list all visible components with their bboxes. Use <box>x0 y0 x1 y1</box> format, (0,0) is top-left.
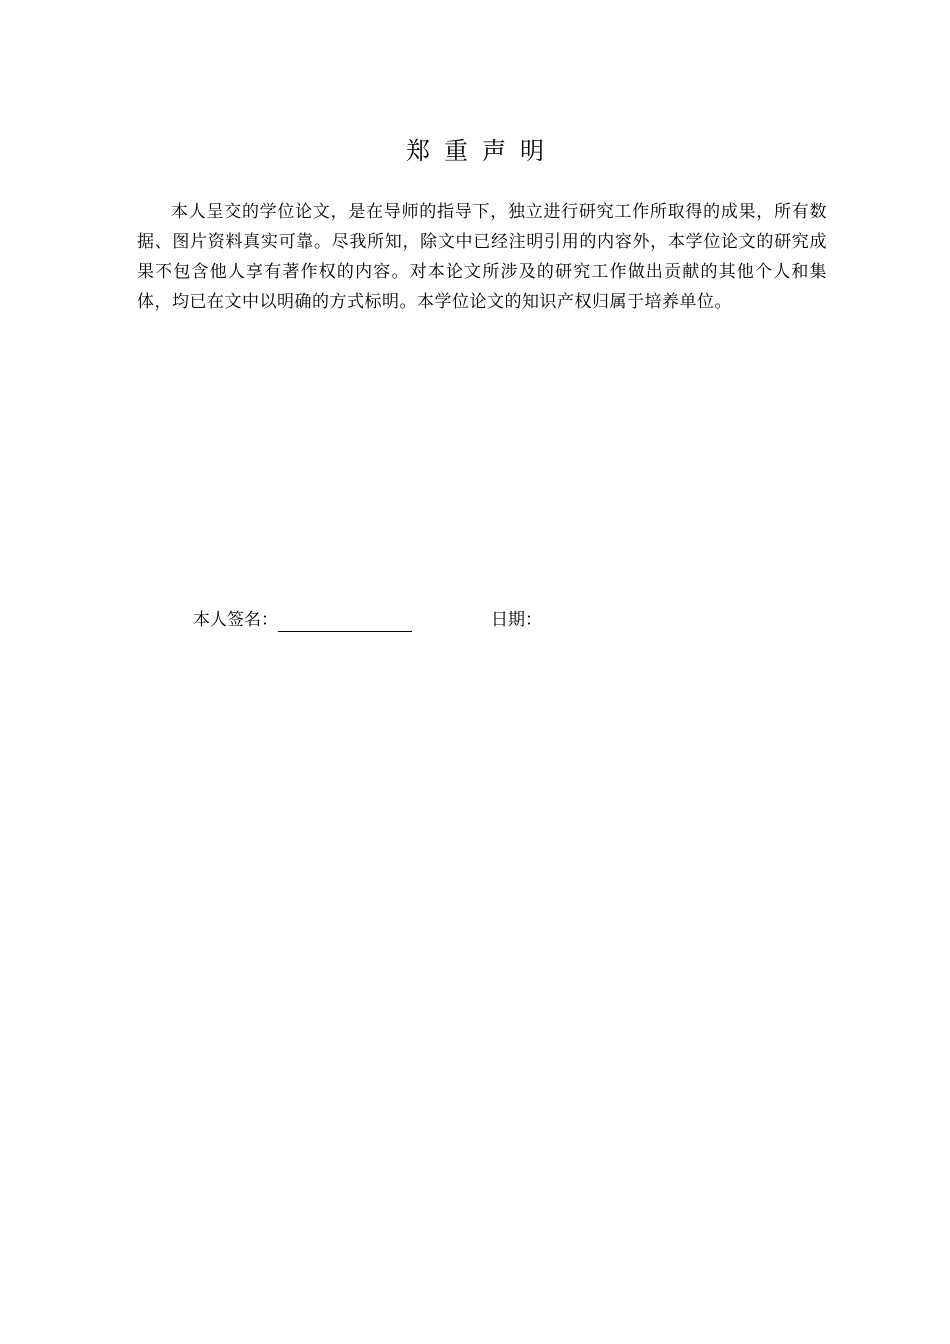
date-label: 日期： <box>491 610 542 630</box>
signature-row <box>193 605 412 635</box>
signature-label: 本人签名： <box>193 610 278 630</box>
signature-line <box>278 609 412 632</box>
page-title: 郑重声明 <box>406 137 558 165</box>
declaration-paragraph: 本人呈交的学位论文，是在导师的指导下，独立进行研究工作所取得的成果，所有数据、图片资料真实可靠。尽我所知，除文中已经注明引用的内容外，本学位论文的研究成果不包含他人享有著作权的内容。对本论文所涉及的研究工作做出贡献的其他个人和集体，均已在文中以明确的方式标明。本学位论文的知识产权归属于培养单位。 <box>137 202 827 312</box>
